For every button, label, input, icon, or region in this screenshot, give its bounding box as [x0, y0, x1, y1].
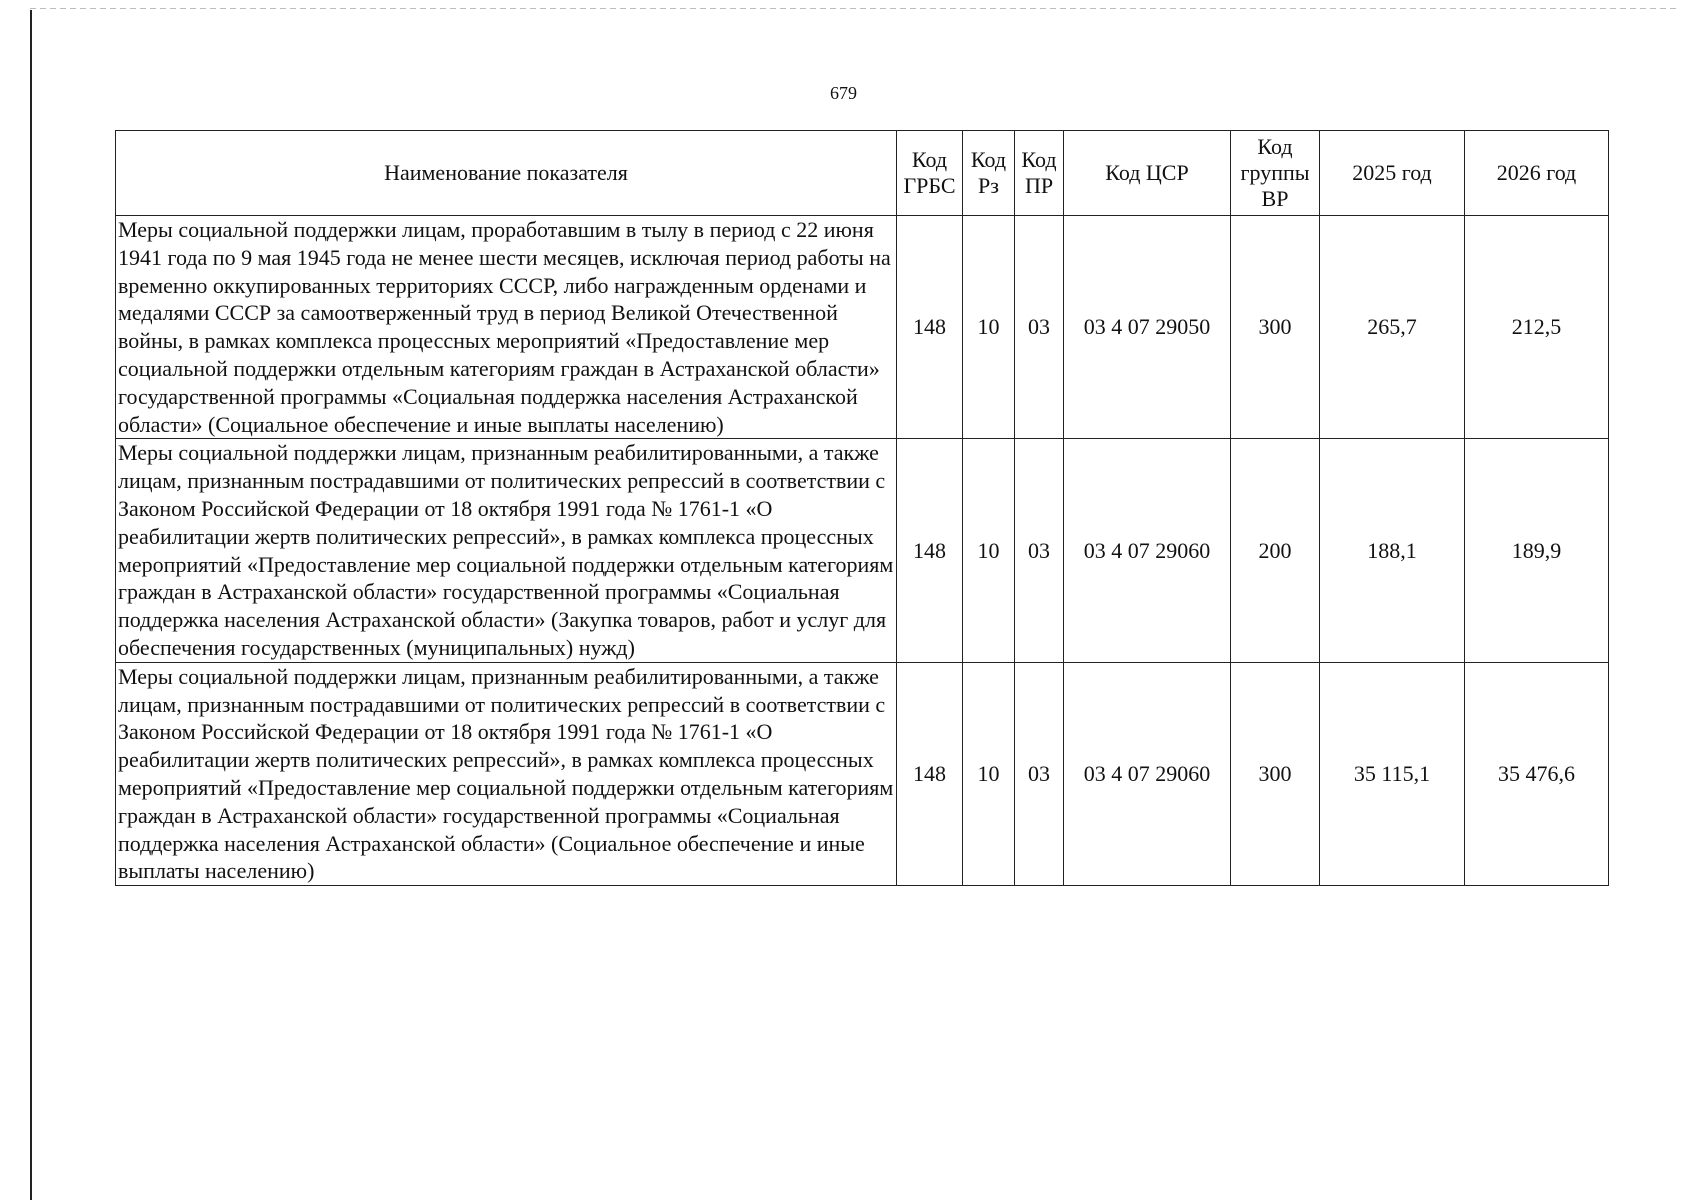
rz-code: 10 — [963, 439, 1015, 662]
amount-2026: 35 476,6 — [1465, 662, 1609, 885]
amount-2026: 212,5 — [1465, 216, 1609, 439]
header-vr: Код группы ВР — [1231, 131, 1320, 216]
amount-2025: 265,7 — [1320, 216, 1465, 439]
grbs-code: 148 — [897, 662, 963, 885]
pr-code: 03 — [1015, 662, 1064, 885]
indicator-name: Меры социальной поддержки лицам, признанным реабилитированными, а также лицам, признанным пострадавшими от политических репрессий в соответствии с Законом Российской Федерации от 18 октября 1991 года № 1761-1 «О реабилитации жертв политических репрессий», в рамках комплекса процессных мероприятий «Предоставление мер социальной поддержки отдельным категориям граждан в Астраханской области» государственной программы «Социальная поддержка населения Астраханской области» (Социальное обеспечение и иные выплаты населению) — [116, 662, 897, 885]
pr-code: 03 — [1015, 216, 1064, 439]
indicator-name: Меры социальной поддержки лицам, признанным реабилитированными, а также лицам, признанным пострадавшими от политических репрессий в соответствии с Законом Российской Федерации от 18 октября 1991 года № 1761-1 «О реабилитации жертв политических репрессий», в рамках комплекса процессных мероприятий «Предоставление мер социальной поддержки отдельным категориям граждан в Астраханской области» государственной программы «Социальная поддержка населения Астраханской области» (Закупка товаров, работ и услуг для обеспечения государственных (муниципальных) нужд) — [116, 439, 897, 662]
amount-2025: 35 115,1 — [1320, 662, 1465, 885]
page-number: 679 — [830, 83, 857, 103]
amount-2026: 189,9 — [1465, 439, 1609, 662]
budget-table — [115, 130, 1609, 886]
vr-code: 300 — [1231, 662, 1320, 885]
rz-code: 10 — [963, 216, 1015, 439]
indicator-name: Меры социальной поддержки лицам, проработавшим в тылу в период с 22 июня 1941 года по 9 мая 1945 года не менее шести месяцев, исключая период работы на временно оккупированных территориях СССР, либо награжденным орденами и медалями СССР за самоотверженный труд в период Великой Отечественной войны, в рамках комплекса процессных мероприятий «Предоставление мер социальной поддержки отдельным категориям граждан в Астраханской области» государственной программы «Социальная поддержка населения Астраханской области» (Социальное обеспечение и иные выплаты населению) — [116, 216, 897, 439]
header-row — [116, 131, 1609, 216]
table-row — [116, 216, 1609, 439]
scan-top-edge — [30, 8, 1680, 9]
vr-code: 300 — [1231, 216, 1320, 439]
csr-code: 03 4 07 29060 — [1064, 662, 1231, 885]
table-row — [116, 662, 1609, 885]
header-name: Наименование показателя — [116, 131, 897, 216]
grbs-code: 148 — [897, 439, 963, 662]
table-row — [116, 439, 1609, 662]
header-2025: 2025 год — [1320, 131, 1465, 216]
grbs-code: 148 — [897, 216, 963, 439]
csr-code: 03 4 07 29050 — [1064, 216, 1231, 439]
scan-left-edge — [30, 10, 32, 1200]
vr-code: 200 — [1231, 439, 1320, 662]
header-rz: Код Рз — [963, 131, 1015, 216]
header-2026: 2026 год — [1465, 131, 1609, 216]
pr-code: 03 — [1015, 439, 1064, 662]
csr-code: 03 4 07 29060 — [1064, 439, 1231, 662]
amount-2025: 188,1 — [1320, 439, 1465, 662]
rz-code: 10 — [963, 662, 1015, 885]
header-csr: Код ЦСР — [1064, 131, 1231, 216]
header-grbs: Код ГРБС — [897, 131, 963, 216]
header-pr: Код ПР — [1015, 131, 1064, 216]
